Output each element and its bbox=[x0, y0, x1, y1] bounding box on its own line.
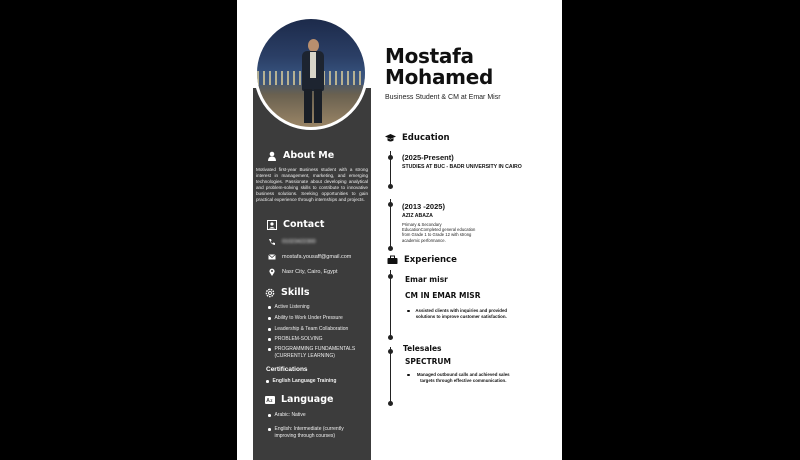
phone-icon bbox=[268, 238, 276, 246]
about-heading-label: About Me bbox=[283, 150, 335, 161]
bullet-dot bbox=[268, 348, 271, 351]
mail-icon bbox=[268, 253, 276, 261]
language-heading bbox=[265, 394, 333, 405]
about-heading bbox=[267, 150, 334, 161]
briefcase-icon bbox=[387, 255, 398, 265]
timeline-dot bbox=[388, 401, 393, 406]
bullet-dot bbox=[268, 338, 271, 341]
svg-text:A: A bbox=[266, 397, 270, 404]
timeline-dot bbox=[388, 202, 393, 207]
language-heading-label: Language bbox=[281, 394, 334, 405]
resume-page bbox=[237, 0, 562, 460]
language-text: English: Intermediate (currently improving through courses) bbox=[274, 426, 344, 439]
contact-email-value: mostafa.yousaff@gmail.com bbox=[282, 254, 352, 260]
skill-item bbox=[268, 346, 368, 359]
bullet-dot bbox=[268, 306, 271, 309]
resume-subtitle: Business Student & CM at Emar Misr bbox=[385, 94, 501, 101]
bullet-dot bbox=[407, 374, 410, 377]
gear-icon bbox=[265, 288, 275, 298]
profile-photo bbox=[254, 16, 368, 130]
svg-text:z: z bbox=[270, 397, 273, 403]
contact-card-icon bbox=[267, 220, 277, 230]
bullet-dot bbox=[268, 317, 271, 320]
experience-role: SPECTRUM bbox=[405, 357, 451, 366]
experience-heading bbox=[387, 255, 457, 265]
timeline-dot bbox=[388, 246, 393, 251]
experience-bullet-text: Assisted clients with inquiries and provided solutions to improve customer satisfaction. bbox=[415, 308, 508, 319]
person-legs bbox=[304, 89, 322, 123]
education-heading bbox=[385, 133, 450, 143]
experience-company: Telesales bbox=[403, 344, 442, 353]
skill-text: PROBLEM-SOLVING bbox=[274, 336, 323, 342]
bullet-dot bbox=[266, 380, 269, 383]
contact-email[interactable] bbox=[268, 253, 351, 261]
experience-bullet bbox=[407, 308, 509, 319]
skill-text: PROGRAMMING FUNDAMENTALS (CURRENTLY LEARNING) bbox=[274, 346, 356, 359]
skill-text: Ability to Work Under Pressure bbox=[274, 315, 343, 321]
bullet-dot bbox=[268, 414, 271, 417]
contact-location bbox=[268, 268, 338, 276]
bullet-dot bbox=[407, 310, 410, 313]
contact-phone[interactable] bbox=[268, 238, 316, 246]
timeline-dot bbox=[388, 274, 393, 279]
timeline-dot bbox=[388, 349, 393, 354]
certification-text: English Language Training bbox=[272, 378, 337, 384]
experience-role: CM IN EMAR MISR bbox=[405, 291, 481, 300]
skill-text: Active Listening bbox=[274, 304, 310, 310]
language-item bbox=[268, 412, 306, 419]
experience-bullet-text: Managed outbound calls and achieved sales targets through effective communication. bbox=[416, 372, 510, 383]
contact-heading-label: Contact bbox=[283, 219, 325, 230]
education-org: STUDIES AT BUC - BADR UNIVERSITY IN CAIRO bbox=[402, 164, 522, 170]
contact-location-value: Nasr City, Cairo, Egypt bbox=[282, 269, 338, 275]
user-icon bbox=[267, 151, 277, 161]
certification-item bbox=[266, 378, 336, 385]
certifications-heading: Certifications bbox=[266, 366, 308, 373]
education-org: AZIZ ABAZA bbox=[402, 213, 433, 219]
skill-item bbox=[268, 304, 310, 311]
education-date: (2025-Present) bbox=[402, 153, 454, 162]
skill-text: Leadership & Team Collaboration bbox=[274, 326, 349, 332]
education-date: (2013 -2025) bbox=[402, 202, 445, 211]
education-desc: Primary & Secondary EducationCompleted general education from Grade 1 to Grade 12 with strong academic performance. bbox=[402, 222, 476, 243]
bullet-dot bbox=[268, 428, 271, 431]
experience-heading-label: Experience bbox=[404, 255, 457, 265]
timeline-line bbox=[390, 347, 391, 405]
skill-item bbox=[268, 336, 322, 343]
skills-heading-label: Skills bbox=[281, 287, 310, 298]
education-heading-label: Education bbox=[402, 133, 450, 143]
timeline-dot bbox=[388, 184, 393, 189]
skill-item bbox=[268, 315, 343, 322]
contact-heading bbox=[267, 219, 324, 230]
timeline-dot bbox=[388, 155, 393, 160]
timeline-line bbox=[390, 270, 391, 338]
experience-company: Emar misr bbox=[405, 275, 448, 284]
skill-item bbox=[268, 326, 348, 333]
contact-phone-value: 01023422300 bbox=[282, 239, 316, 245]
language-text: Arabic: Native bbox=[274, 412, 306, 418]
graduation-cap-icon bbox=[385, 133, 396, 143]
person-shirt bbox=[310, 52, 316, 78]
about-text: Motivated first-year Business student with a strong interest in management, marketing, and emerging technologies. Passionate about developing analytical and problem-solving skills to contribute to innovative business solutions. Seeking opportunities to gain practical experience through internships and projects. bbox=[256, 167, 368, 202]
experience-bullet bbox=[407, 372, 513, 383]
skills-heading bbox=[265, 287, 310, 298]
bullet-dot bbox=[268, 328, 271, 331]
location-pin-icon bbox=[268, 268, 276, 276]
timeline-dot bbox=[388, 335, 393, 340]
resume-name: Mostafa Mohamed bbox=[385, 44, 493, 89]
language-item bbox=[268, 426, 363, 439]
language-icon bbox=[265, 395, 275, 405]
